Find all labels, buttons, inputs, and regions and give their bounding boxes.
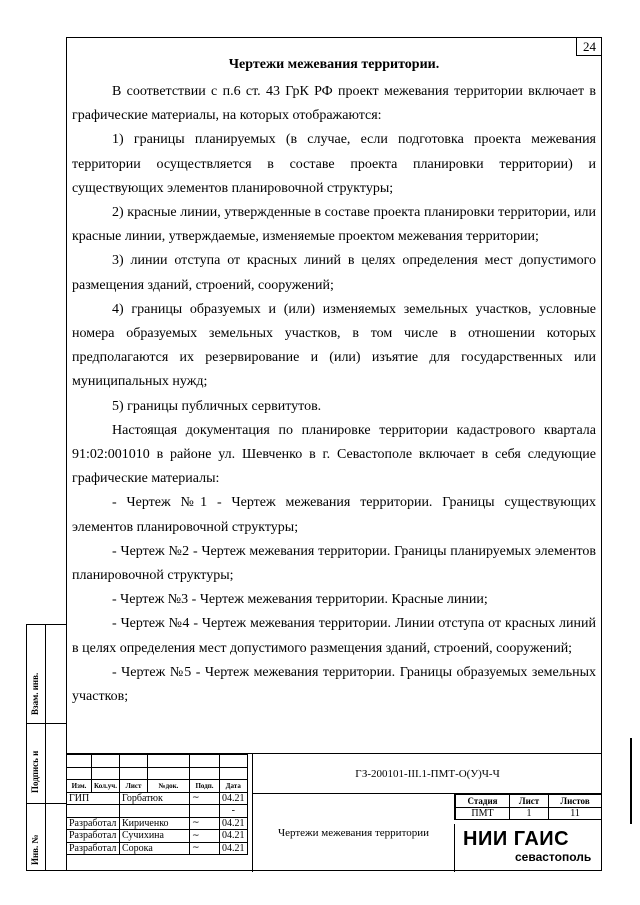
paragraph: - Чертеж №3 - Чертеж межевания территории. Красные линии; [112,592,488,608]
side-stamp [26,624,66,871]
page-number: 24 [576,37,602,56]
signature-mark: ~ [190,842,220,855]
side-stamp-podpis: Подпись и [30,750,40,793]
paragraph: 5) границы публичных сервитутов. [112,398,322,414]
side-stamp-inv-zam: Взам. инв. [30,672,40,715]
side-stamp-row-line [27,723,66,724]
document-name: Чертежи межевания территории [252,794,454,872]
logo-sub: севастополь [515,850,592,864]
table-row: Разработал Сучихина ~ 04.21 [67,830,248,843]
paragraph: - Чертеж №2 - Чертеж межевания территории. Границы планируемых элементов планировочной структуры; [72,543,596,584]
paragraph: Настоящая документация по планировке территории кадастрового квартала 91:02:001010 в районе ул. Шевченко в г. Севастополе включает в себя следующие графические материалы: [72,422,596,487]
table-row: Разработал Кириченко ~ 04.21 [67,817,248,830]
paragraph: - Чертеж №4 - Чертеж межевания территории. Линии отступа от красных линий в целях определения мест допустимого размещения зданий, строений, сооружений; [72,616,596,656]
stage-values: ПМТ 1 11 [456,807,602,820]
signature-mark: ~ [190,817,220,830]
stage-header: Стадия Лист Листов [456,795,602,808]
signature-mark: ~ [190,792,220,805]
table-row: Разработал Сорока ~ 04.21 [67,842,248,855]
paragraph: 3) линии отступа от красных линий в целях определения мест допустимого размещения зданий, строений, сооружений; [72,253,596,293]
title-block [66,753,602,871]
logo-main: НИИ ГАИС [463,828,570,850]
paragraph: В соответствии с п.6 ст. 43 ГрК РФ проект межевания территории включает в графические материалы, на которых отображаются: [72,84,596,124]
paragraph: 2) красные линии, утвержденные в составе проекта планировки территории, или красные линии, утверждаемые, изменяемые проектом межевания территории; [72,205,596,245]
side-stamp-inv-no: Инв. № [30,834,40,865]
company-logo [454,824,602,872]
paragraph: 4) границы образуемых и (или) изменяемых земельных участков, условные номера образуемых земельных участков, в том числе в отношении которых предполагаются их резервирование и (или) изъятие для государственных или муниципальных нужд; [72,301,596,390]
body-text [72,80,596,709]
page-title: Чертежи межевания территории. [228,57,440,72]
signature-table-header: Изм. Кол.уч. Лист №док. Подп. Дата [67,780,248,793]
table-row: ГИП Горбатюк ~ 04.21 [67,792,248,805]
side-stamp-divider [45,625,46,870]
document-code: ГЗ-200101-III.1-ПМТ-О(У)Ч-Ч [252,754,602,794]
paragraph: - Чертеж №1 - Чертеж межевания территории. Границы существующих элементов планировочной структуры; [72,495,596,535]
paragraph: - Чертеж №5 - Чертеж межевания территории. Границы образуемых земельных участков; [72,664,596,705]
table-row: - [67,805,248,818]
stage-block [454,794,602,820]
signature-table [66,754,248,855]
scan-edge-mark [630,738,632,824]
signature-mark: ~ [190,830,220,843]
side-stamp-row-line [27,803,66,804]
paragraph: 1) границы планируемых (в случае, если подготовка проекта межевания территории осуществляется в составе проекта планировки территории) и существующих элементов планировочной структуры; [72,132,596,196]
